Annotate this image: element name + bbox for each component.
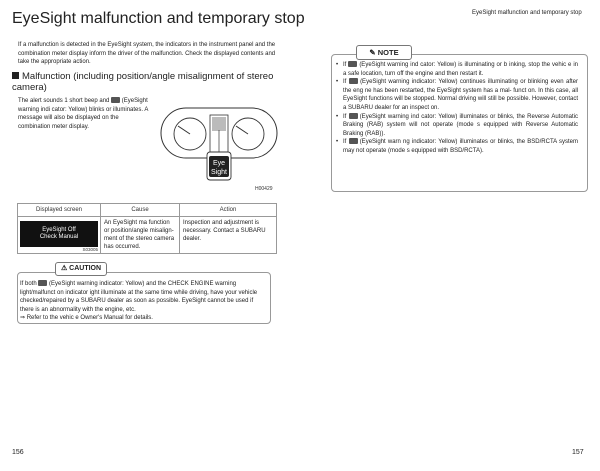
alert-prefix: The alert sounds 1 short beep and bbox=[18, 98, 110, 104]
caution-text bbox=[20, 280, 266, 323]
eyesight-warning-icon bbox=[348, 61, 357, 67]
arrow-right-icon: ⇒ bbox=[20, 315, 26, 322]
list-item: • If (EyeSight warn ng indicator: Yellow) illuminates or blinks, the BSD/RCTA system may not operate (mode s equipped with BSD/RCTA). bbox=[336, 138, 578, 155]
eyesight-warning-icon bbox=[111, 97, 120, 103]
caution-text-before: If both bbox=[20, 281, 37, 287]
warning-triangle-icon: ⚠ bbox=[60, 265, 68, 272]
note-list bbox=[336, 61, 578, 156]
figure-code: H00429 bbox=[255, 186, 273, 192]
table-header-cell: Displayed screen bbox=[18, 204, 101, 217]
table-header-cell: Action bbox=[180, 204, 277, 217]
caution-label: CAUTION bbox=[69, 265, 102, 272]
note-pencil-icon: ✎ bbox=[369, 48, 376, 57]
list-item: • If (EyeSight warning indicator: Yellow) continues illuminating or blinking even after the eng ne has been restarted, the EyeSight system has a mal- funct on. In this case, all EyeSight functions will be stopped. Normal driving will still be possible. However, contact a SUBARU dealer for an inspect on. bbox=[336, 78, 578, 112]
table-header-cell: Cause bbox=[101, 204, 180, 217]
table-row bbox=[18, 217, 277, 254]
svg-text:Eye: Eye bbox=[212, 160, 226, 167]
page-number-left: 156 bbox=[12, 449, 24, 456]
eyesight-warning-icon bbox=[38, 280, 47, 286]
screen-line: Check Manual bbox=[39, 234, 79, 240]
screen-code: S03005 bbox=[82, 247, 98, 252]
displayed-screen-cell bbox=[18, 217, 101, 254]
cause-cell: An EyeSight ma function or position/angle misalign- ment of the stereo camera has occurred. bbox=[101, 217, 180, 254]
svg-text:Sight: Sight bbox=[211, 169, 227, 176]
list-item: • If (EyeSight warning ind cator: Yellow) is illuminating or b inking, stop the vehic e in a safe location, turn off the engine and then restart it. bbox=[336, 61, 578, 78]
note-heading bbox=[356, 45, 412, 60]
eyesight-warning-icon bbox=[349, 138, 358, 144]
eyesight-warning-icon bbox=[349, 113, 358, 119]
screen-line: EyeSight Off bbox=[42, 227, 76, 233]
meter-figure bbox=[160, 106, 278, 186]
action-cell: Inspection and adjustment is necessary. Contact a SUBARU dealer. bbox=[180, 217, 277, 254]
page-number-right: 157 bbox=[572, 449, 584, 456]
note-label: NOTE bbox=[377, 48, 399, 57]
caution-heading bbox=[55, 262, 107, 276]
page-title: EyeSight malfunction and temporary stop bbox=[12, 10, 305, 27]
caution-reference: Refer to the vehic e Owner's Manual for details. bbox=[26, 315, 153, 322]
meter-screen bbox=[20, 221, 98, 247]
alert-suffix: (EyeSight warning indi cator: Yellow) blinks or illuminates. A message will also be displayed on the combination meter display. bbox=[18, 98, 149, 130]
caution-text-after: (EyeSight warning indicator: Yellow) and the CHECK ENGINE warning light/malfunct on indicator ight illuminate at the same time while driving, have your vehicle checked/repaired by a SUBARU dealer as soon as possible. EyeSight cannot be used if there is an abnormality with the engine, etc. bbox=[20, 281, 258, 313]
table-header-row bbox=[18, 204, 277, 217]
running-head: EyeSight malfunction and temporary stop bbox=[472, 10, 582, 16]
display-table bbox=[17, 203, 277, 254]
square-bullet-icon bbox=[12, 72, 19, 79]
list-item: • If (EyeSight warning ind cator: Yellow) illuminates or blinks, the Reverse Automatic Braking (RAB) system will not operate (mode s equipped with Reverse Automatic Braking (RAB)). bbox=[336, 113, 578, 139]
section-heading bbox=[12, 71, 292, 93]
eyesight-warning-icon bbox=[349, 78, 358, 84]
alert-paragraph bbox=[18, 97, 152, 131]
section-heading-text: Malfunction (including position/angle misalignment of stereo camera) bbox=[12, 71, 274, 93]
intro-paragraph: If a malfunction is detected in the EyeSight system, the indicators in the instrument panel and the combination meter display inform the driver of the malfunction. Check the displayed contents and take the appropriate action. bbox=[18, 42, 276, 66]
